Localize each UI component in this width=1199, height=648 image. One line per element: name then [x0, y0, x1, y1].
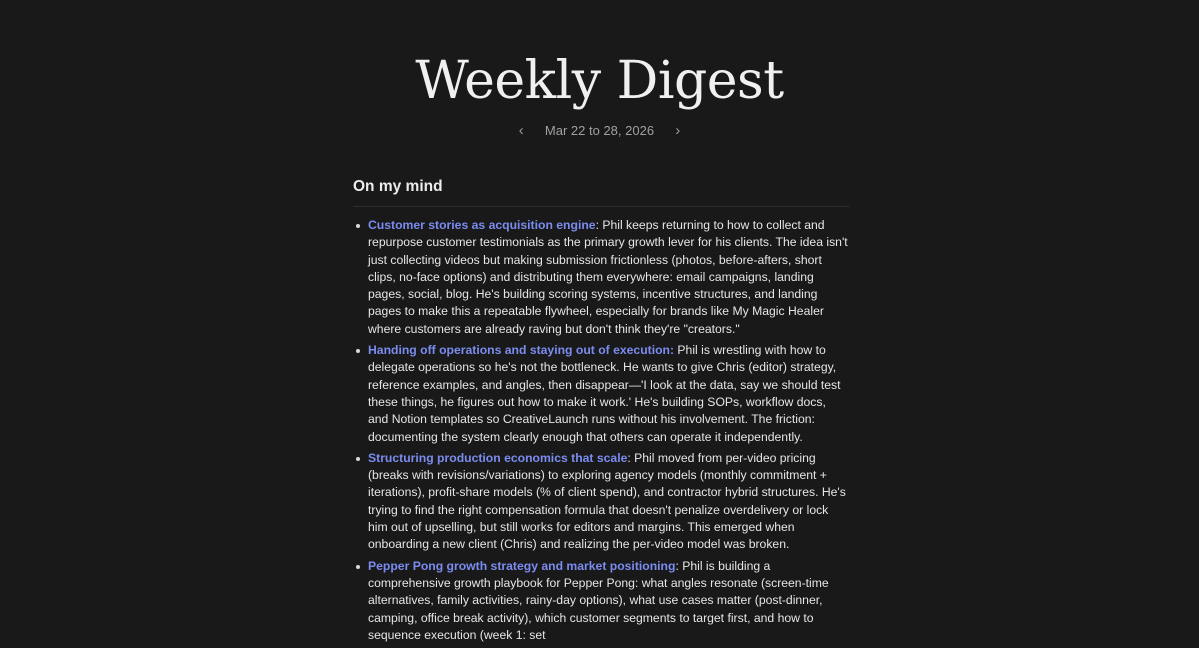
item-title-link[interactable]: Customer stories as acquisition engine: [368, 218, 596, 232]
list-item: [353, 342, 849, 446]
chevron-right-icon[interactable]: ›: [675, 122, 681, 139]
chevron-left-icon[interactable]: ‹: [518, 122, 524, 139]
item-body: Phil is wrestling with how to delegate operations so he's not the bottleneck. He wants to give Chris (editor) strategy, reference examples, and angles, then disappear—'I look at the data, say we should test these things, he figures out how to make it work.' He's building SOPs, workflow docs, and Notion templates so CreativeLaunch runs without his involvement. The friction: documenting the system clearly enough that others can operate it independently.: [368, 343, 841, 444]
digest-list: [353, 217, 849, 644]
list-item: [353, 558, 849, 644]
item-body: : Phil keeps returning to how to collect and repurpose customer testimonials as the primary growth lever for his clients. The idea isn't just collecting videos but making submission frictionless (photos, before-afters, short clips, no-face options) and distributing them everywhere: email campaigns, landing pages, social, blog. He's building scoring systems, incentive structures, and landing pages to make this a repeatable flywheel, especially for brands like My Magic Healer where customers are already raving but don't think they're "creators.": [368, 218, 848, 336]
section-heading: On my mind: [353, 176, 849, 207]
item-title-link[interactable]: Handing off operations and staying out of execution:: [368, 343, 675, 358]
date-range-label: Mar 22 to 28, 2026: [544, 123, 655, 138]
item-body: : Phil is building a comprehensive growth playbook for Pepper Pong: what angles resonate (screen-time alternatives, family activities, rainy-day options), what use cases matter (post-dinner, camping, office break activity), which customer segments to target first, and how to sequence execution (week 1: set: [368, 558, 829, 642]
list-item: [353, 450, 849, 554]
item-body: : Phil moved from per-video pricing (breaks with revisions/variations) to exploring agency models (monthly commitment + iterations), profit-share models (% of client spend), and contractor hybrid structures. He's trying to find the right compensation formula that doesn't penalize overdelivery or lock him out of upselling, but still works for editors and margins. This emerged when onboarding a new client (Chris) and realizing the per-video model was broken.: [368, 450, 846, 552]
item-title-link[interactable]: Pepper Pong growth strategy and market positioning: [368, 558, 676, 573]
date-navigator: [0, 121, 1199, 141]
item-title-link[interactable]: Structuring production economics that scale: [368, 450, 628, 465]
page-title: Weekly Digest: [415, 51, 784, 111]
digest-content: [353, 176, 849, 648]
list-item: [353, 217, 849, 338]
